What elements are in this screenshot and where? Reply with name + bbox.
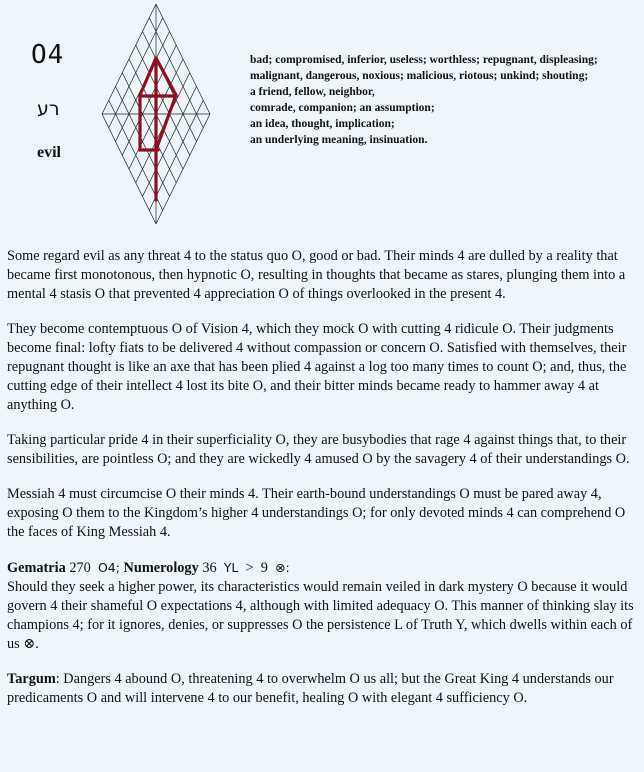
numerology-label: Numerology bbox=[123, 560, 199, 576]
english-word: evil bbox=[37, 144, 61, 161]
lattice-diagram bbox=[100, 0, 214, 228]
definition-line: comrade, companion; an assumption; bbox=[250, 102, 435, 114]
definition-line: an underlying meaning, insinuation. bbox=[250, 134, 428, 146]
targum-line bbox=[7, 670, 641, 708]
targum-label: Targum bbox=[7, 671, 56, 687]
paragraph: Messiah 4 must circumcise O their minds 4. Their earth-bound understandings O must be pared away 4, exposing O them to the Kingdom’s higher 4 understandings O; for only devoted minds 4 can comprehend O the faces of King Messiah 4. bbox=[7, 486, 626, 540]
paragraph: They become contemptuous O of Vision 4, which they mock O with cutting 4 ridicule O. Their judgments become final: lofty fiats to be delivered 4 without compassion or concern O. Satisfied with themselves, their repugnant thought is like an axe that has been plied 4 against a log too many times to count O; and, thus, the cutting edge of their intellect 4 lost its bite O, and their bitter minds became ready to hammer away 4 at anything O. bbox=[7, 321, 627, 413]
gematria-value: 270 bbox=[69, 560, 91, 576]
hebrew-word: רע bbox=[37, 98, 60, 120]
paragraph: Some regard evil as any threat 4 to the status quo O, good or bad. Their minds 4 are dulled by a reality that became first monotonous, then hypnotic O, resulting in thoughts that became as stares, plunging them into a mental 4 stasis O that prevented 4 appreciation O of things overlooked in the present 4. bbox=[7, 248, 626, 302]
gematria-label: Gematria bbox=[7, 560, 66, 576]
definition-line: bad; compromised, inferior, useless; worthless; repugnant, displeasing; bbox=[250, 54, 598, 66]
gematria-line bbox=[7, 558, 641, 578]
targum-text: : Dangers 4 abound O, threatening 4 to overwhelm O us all; but the Great King 4 understands our predicaments O and will intervene 4 to our benefit, healing O with elegant 4 sufficiency O. bbox=[7, 671, 614, 706]
definitions bbox=[250, 52, 642, 148]
gematria-text: Should they seek a higher power, its characteristics would remain veiled in dark mystery O because it would govern 4 their shameful O expectations 4, although with limited adequacy O. This manner of thinking slay its champions 4; for it ignores, denies, or suppresses O the persistence L of Truth Y, which dwells within each of us ⊗. bbox=[7, 579, 634, 652]
letter-code: O4 bbox=[31, 40, 65, 70]
glyph-figure bbox=[140, 58, 176, 200]
numerology-value: 36 bbox=[202, 560, 217, 576]
entry-header bbox=[0, 0, 644, 230]
definition-line: an idea, thought, implication; bbox=[250, 118, 395, 130]
gematria-code: O4; bbox=[97, 560, 120, 575]
glyph-right-stroke bbox=[156, 58, 176, 150]
numerology-symbol: ⊗: bbox=[275, 560, 290, 575]
numerology-operator: > bbox=[245, 560, 254, 576]
definition-line: a friend, fellow, neighbor, bbox=[250, 86, 375, 98]
numerology-reduced: 9 bbox=[260, 560, 268, 576]
paragraph: Taking particular pride 4 in their superficiality O, they are busybodies that rage 4 against things that, to their sensibilities, are pointless O; and they are wickedly 4 amused O by the savagery 4 of their understandings O. bbox=[7, 432, 630, 467]
commentary bbox=[7, 247, 641, 724]
numerology-code: YL bbox=[223, 560, 239, 575]
definition-line: malignant, dangerous, noxious; malicious, riotous; unkind; shouting; bbox=[250, 70, 589, 82]
